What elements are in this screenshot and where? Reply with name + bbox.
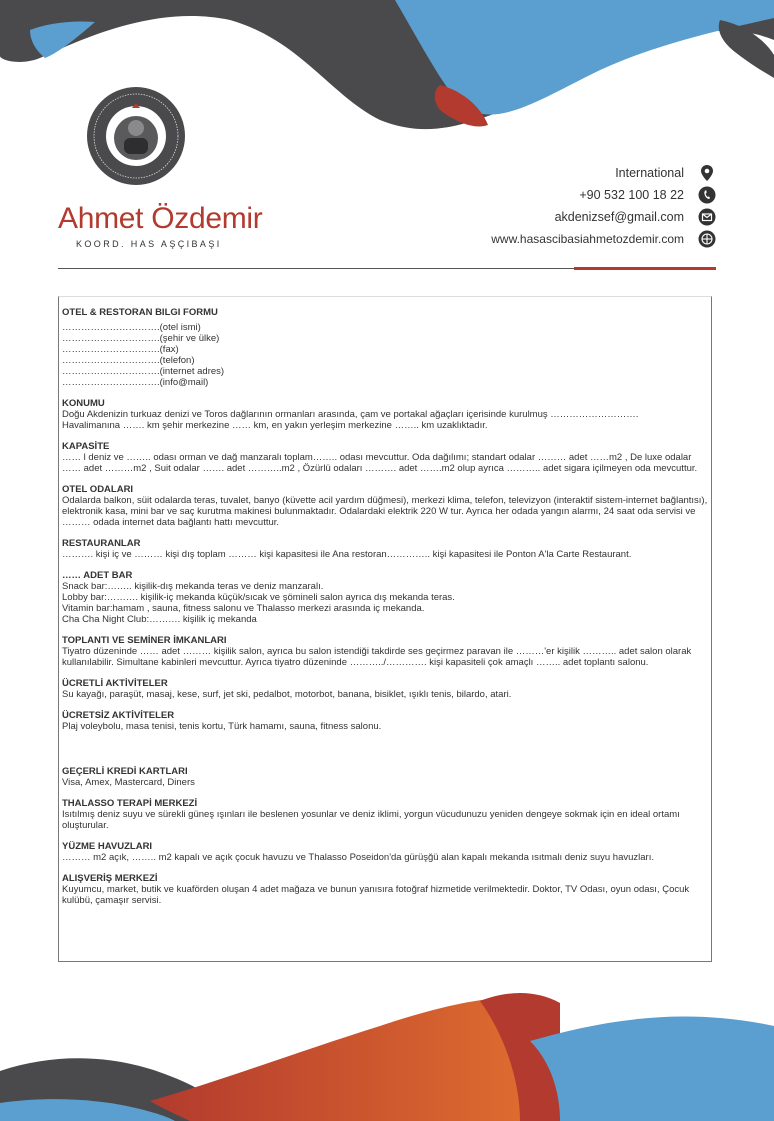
section-rooms bbox=[62, 484, 708, 528]
info-line: ………………………….(internet adres) bbox=[62, 366, 225, 377]
location-text: International bbox=[615, 166, 684, 180]
section-meetings bbox=[62, 635, 708, 668]
section-text: ……… m2 açık, …….. m2 kapalı ve açık çocuk havuzu ve Thalasso Poseidon'da gürüşğü alan kapalı mekanda ısıtmalı deniz suyu havuzları. bbox=[62, 852, 654, 863]
section-heading: RESTAURANLAR bbox=[62, 538, 141, 549]
info-line: ………………………….(telefon) bbox=[62, 355, 195, 366]
section-paid-activities bbox=[62, 678, 708, 700]
section-location bbox=[62, 398, 708, 431]
section-text: Havalimanına ……. km şehir merkezine …… km, en yakın yerleşim merkezine …….. km uzaklıktadır. bbox=[62, 420, 488, 431]
email-icon bbox=[698, 208, 716, 226]
section-heading: YÜZME HAVUZLARI bbox=[62, 841, 153, 852]
info-line: ………………………….(info@mail) bbox=[62, 377, 209, 388]
phone-text[interactable]: +90 532 100 18 22 bbox=[579, 188, 684, 202]
section-heading: GEÇERLİ KREDİ KARTLARI bbox=[62, 766, 188, 777]
email-text[interactable]: akdenizsef@gmail.com bbox=[554, 210, 684, 224]
section-text: …… l deniz ve …….. odası orman ve dağ manzaralı toplam…….. odası mevcuttur. Oda dağılımı; standart odalar ……… adet ……m2 , De luxe odalar …… adet ………m2 , Suit odalar ……. adet ………..m2 , Özürlü odaları ………. adet …….m2 olup ayrıca ……….. adet sigara içilmeyen oda mevcuttur. bbox=[62, 452, 698, 474]
job-title: KOORD. HAS AŞÇIBAŞI bbox=[76, 239, 222, 249]
website-text[interactable]: www.hasascibasiahmetozdemir.com bbox=[491, 232, 684, 246]
section-heading: ALIŞVERİŞ MERKEZİ bbox=[62, 873, 158, 884]
form-title: OTEL & RESTORAN BILGI FORMU bbox=[62, 307, 218, 318]
section-text: Lobby bar:………. kişilik-iç mekanda küçük/sıcak ve şömineli salon ayrıca dış mekanda teras. bbox=[62, 592, 455, 603]
section-text: Doğu Akdenizin turkuaz denizi ve Toros dağlarının ormanları arasında, çam ve portakal ağaçları içerisinde kurulmuş ………………………. bbox=[62, 409, 639, 420]
section-text: Tiyatro düzeninde …… adet ……… kişilik salon, ayrıca bu salon istendiği takdirde ses geçirmez paravan ile ………'er kişilik ……….. adet salon olarak kullanılabilir. Simultane kabinleri mevcuttur. Ayrıca tiyatro düzeninde ………../…………. kişi kapasiteli çok amaçlı …….. adet toplantı salonu. bbox=[62, 646, 692, 668]
location-pin-icon bbox=[698, 164, 716, 182]
section-heading: THALASSO TERAPİ MERKEZİ bbox=[62, 798, 198, 809]
contact-block bbox=[491, 162, 716, 250]
section-text: Vitamin bar:hamam , sauna, fitness salonu ve Thalasso merkezi arasında iç mekanda. bbox=[62, 603, 425, 614]
section-text: Cha Cha Night Club:………. kişilik iç mekanda bbox=[62, 614, 257, 625]
section-text: ………. kişi iç ve ……… kişi dış toplam ……… kişi kapasitesi ile Ana restoran………….. kişi kapasitesi ile Ponton A'la Carte Restaurant. bbox=[62, 549, 632, 560]
section-bars bbox=[62, 570, 708, 625]
contact-phone bbox=[579, 184, 716, 206]
section-credit-cards bbox=[62, 766, 708, 788]
contact-website bbox=[491, 228, 716, 250]
section-text: Su kayağı, paraşüt, masaj, kese, surf, jet ski, pedalbot, motorbot, banana, bisiklet, ışıklı tenis, bilardo, atari. bbox=[62, 689, 512, 700]
phone-icon bbox=[698, 186, 716, 204]
section-text: Snack bar:…….. kişilik-dış mekanda teras ve deniz manzaralı. bbox=[62, 581, 324, 592]
chef-seal-icon bbox=[86, 86, 186, 186]
section-text: Odalarda balkon, süit odalarda teras, tuvalet, banyo (küvette acil yardım düğmesi), merkezi klima, telefon, televizyon (interaktif sistem-internet bağlantısı), elektronik kasa, mini bar ve saç kurutma makinesi bulunmaktadır. Odalardaki elektrik 220 W tur. Ayrıca her odada yangın alarmı, 24 saat oda servisi ve ……… odada internet data bağlantı hattı mevcuttur. bbox=[62, 495, 708, 528]
section-text: Visa, Amex, Mastercard, Diners bbox=[62, 777, 195, 788]
contact-email bbox=[555, 206, 716, 228]
info-line: ………………………….(şehir ve ülke) bbox=[62, 333, 220, 344]
info-line: ………………………….(otel ismi) bbox=[62, 322, 201, 333]
section-heading: …… ADET BAR bbox=[62, 570, 133, 581]
section-shopping bbox=[62, 873, 708, 906]
section-text: Isıtılmış deniz suyu ve sürekli güneş ışınları ile beslenen yosunlar ve deniz iklimi, yorgun vücudunuzu yeniden dengeye sokmak için en ideal ortamı oluşturular. bbox=[62, 809, 680, 831]
contact-location bbox=[615, 162, 716, 184]
section-restaurants bbox=[62, 538, 708, 560]
info-lines bbox=[62, 322, 708, 388]
section-text: Plaj voleybolu, masa tenisi, tenis kortu, Türk hamamı, sauna, fitness salonu. bbox=[62, 721, 382, 732]
bottom-wave-decoration bbox=[0, 981, 774, 1121]
person-name: Ahmet Özdemir bbox=[58, 202, 263, 235]
section-pools bbox=[62, 841, 708, 863]
header-accent-bar bbox=[574, 267, 716, 270]
section-thalasso bbox=[62, 798, 708, 831]
section-heading: TOPLANTI VE SEMİNER İMKANLARI bbox=[62, 635, 227, 646]
section-heading: OTEL ODALARI bbox=[62, 484, 134, 495]
globe-icon bbox=[698, 230, 716, 248]
hotel-info-form bbox=[58, 296, 712, 962]
info-line: ………………………….(fax) bbox=[62, 344, 179, 355]
section-heading: KAPASİTE bbox=[62, 441, 110, 452]
section-heading: ÜCRETSİZ AKTİVİTELER bbox=[62, 710, 175, 721]
spacer bbox=[62, 742, 708, 766]
section-capacity bbox=[62, 441, 708, 474]
section-heading: ÜCRETLİ AKTİVİTELER bbox=[62, 678, 168, 689]
section-heading: KONUMU bbox=[62, 398, 105, 409]
section-text: Kuyumcu, market, butik ve kuaförden oluşan 4 adet mağaza ve bunun yanısıra fotoğraf hizmetide verilmektedir. Doktor, TV Odası, oyun odası, Çocuk kulübü, çamaşır servisi. bbox=[62, 884, 690, 906]
section-free-activities bbox=[62, 710, 708, 732]
